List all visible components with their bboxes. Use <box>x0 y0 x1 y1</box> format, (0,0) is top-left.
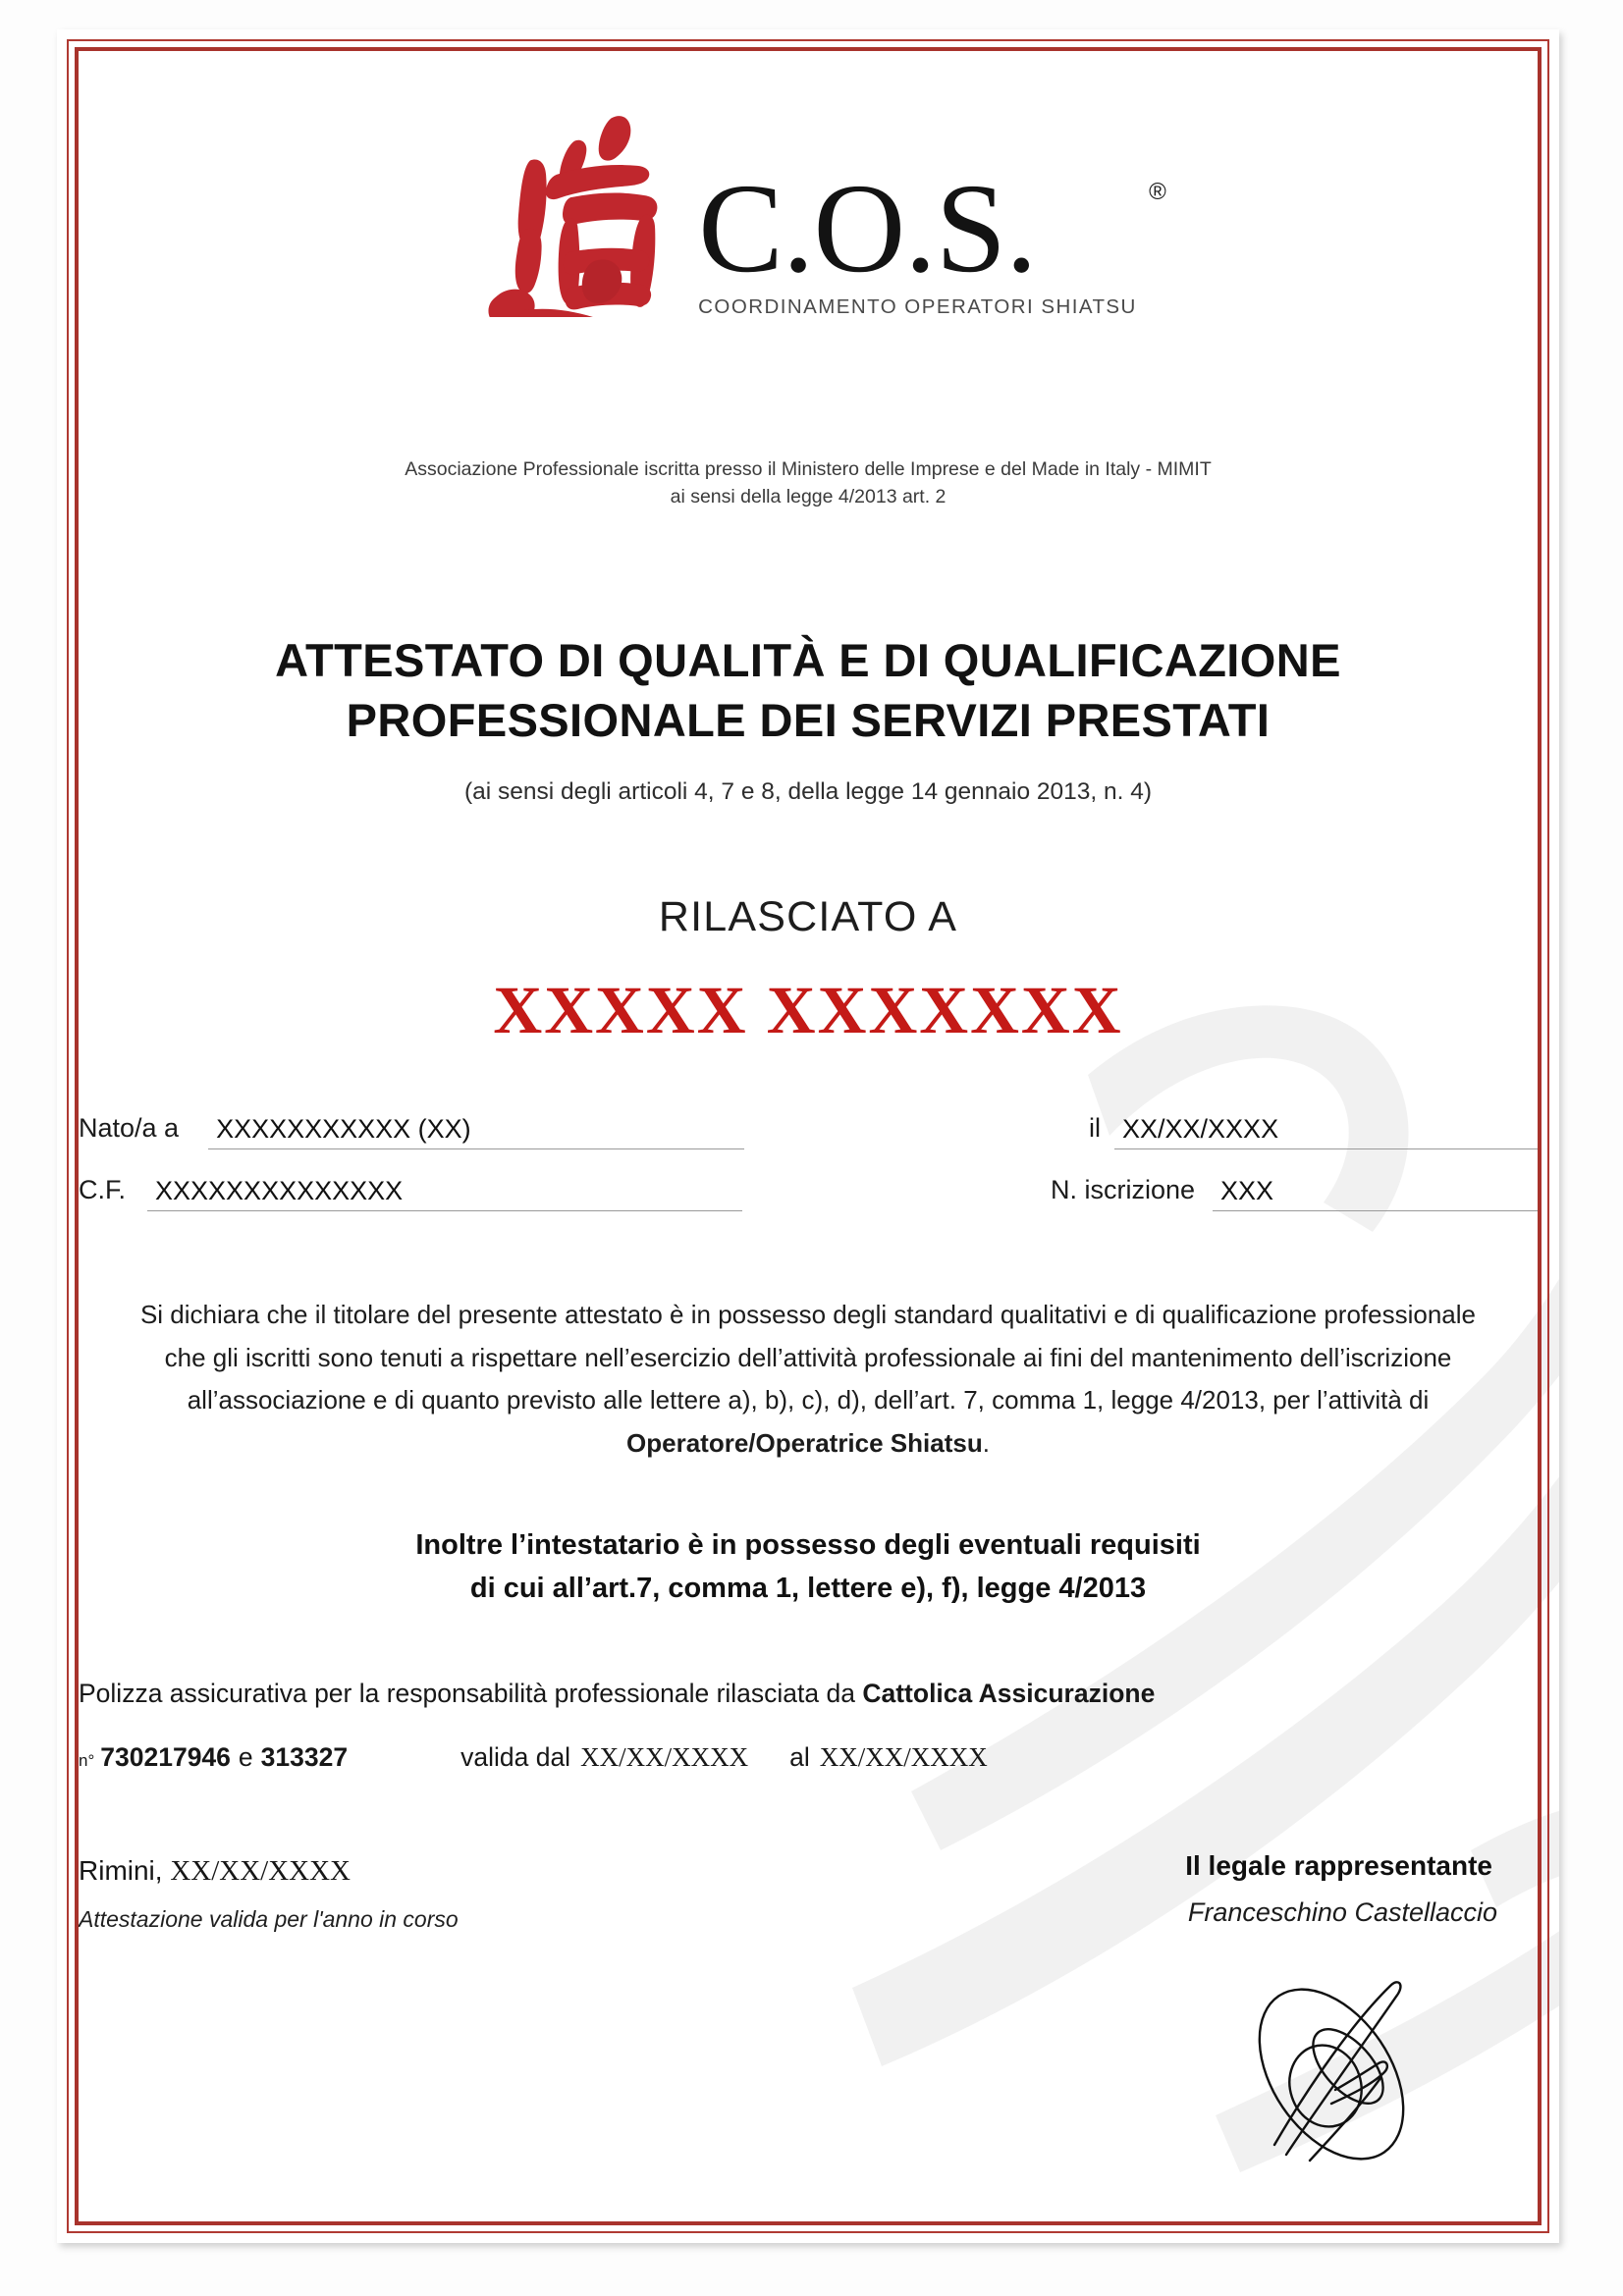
birthdate-label: il <box>1089 1113 1101 1143</box>
declaration-profession: Operatore/Operatrice Shiatsu <box>626 1428 983 1459</box>
association-note-line2: ai sensi della legge 4/2013 art. 2 <box>670 485 947 507</box>
birthplace-label: Nato/a a <box>79 1113 180 1143</box>
declaration-text-part1: Si dichiara che il titolare del presente attestato è in possesso degli standard qualitativi e di qualificazione professionale che gli iscritti sono tenuti a rispettare nell’esercizio dell’attività professionale ai fini del mantenimento dell’iscrizione all’associazione e di quanto previsto alle lettere a), b), c), d), dell’art. 7, comma 1, legge 4/2013, per l’attività di <box>139 1300 1477 1415</box>
birthdate-field[interactable] <box>1089 1113 1538 1149</box>
registration-number-field[interactable] <box>1051 1175 1538 1211</box>
additional-requirements-line2: di cui all’art.7, comma 1, lettere e), f), legge 4/2013 <box>469 1573 1147 1605</box>
insurance-policy-number-1: 730217946 <box>100 1742 231 1772</box>
representative-name: Franceschino Castellaccio <box>1187 1897 1497 1927</box>
insurance-company: Cattolica Assicurazione <box>862 1679 1156 1708</box>
issue-city: Rimini, <box>79 1855 163 1886</box>
insurance-valid-from-value: XX/XX/XXXX <box>580 1742 749 1772</box>
registration-number-label: N. iscrizione <box>1050 1175 1195 1204</box>
org-fullname: COORDINAMENTO OPERATORI SHIATSU <box>698 295 1137 318</box>
declaration-paragraph <box>126 1294 1490 1466</box>
do-kanji-icon <box>479 106 690 317</box>
issue-place-and-date <box>79 1855 351 1888</box>
fiscal-code-value[interactable]: XXXXXXXXXXXXXX <box>147 1176 742 1211</box>
org-acronym: C.O.S. <box>698 158 1037 300</box>
birthplace-value[interactable]: XXXXXXXXXXX (XX) <box>208 1114 744 1149</box>
signature-icon <box>1216 1968 1461 2174</box>
fiscal-code-label: C.F. <box>79 1175 127 1204</box>
birthdate-value[interactable]: XX/XX/XXXX <box>1114 1114 1538 1149</box>
birthplace-field[interactable] <box>79 1113 744 1149</box>
insurance-number-label: n° <box>79 1751 95 1770</box>
insurance-valid-to-label: al <box>789 1742 810 1772</box>
association-note-line1: Associazione Professionale iscritta presso il Ministero delle Imprese e del Made in Italy - MIMIT <box>405 458 1212 480</box>
validity-note: Attestazione valida per l'anno in corso <box>79 1906 459 1932</box>
page-title <box>57 630 1559 750</box>
recipient-name: XXXXX XXXXXXX <box>493 973 1123 1047</box>
association-note <box>57 456 1559 510</box>
insurance-valid-to-value: XX/XX/XXXX <box>819 1742 988 1772</box>
additional-requirements-line1: Inoltre l’intestatario è in possesso degli eventuali requisiti <box>415 1529 1201 1561</box>
insurance-intro <box>79 1679 1542 1709</box>
additional-requirements-block <box>126 1523 1490 1610</box>
page-subtitle: (ai sensi degli articoli 4, 7 e 8, della legge 14 gennaio 2013, n. 4) <box>463 778 1153 805</box>
page-title-line1: ATTESTATO DI QUALITÀ E DI QUALIFICAZIONE <box>275 634 1341 686</box>
insurance-valid-from-label: valida dal <box>460 1742 571 1772</box>
registered-trademark-icon: ® <box>1149 179 1166 206</box>
registration-number-value[interactable]: XXX <box>1213 1176 1538 1211</box>
page-title-line2: PROFESSIONALE DEI SERVIZI PRESTATI <box>346 694 1271 747</box>
recipient-details-form <box>57 1113 1559 1237</box>
representative-title: Il legale rappresentante <box>1185 1850 1492 1881</box>
fiscal-code-field[interactable] <box>79 1175 742 1211</box>
insurance-intro-text: Polizza assicurativa per la responsabilità professionale rilasciata da <box>79 1679 863 1708</box>
issue-date: XX/XX/XXXX <box>170 1855 352 1887</box>
declaration-text-part2: . <box>982 1428 990 1459</box>
organization-logo <box>57 106 1559 323</box>
insurance-details-row <box>79 1742 1542 1773</box>
issued-to-label: RILASCIATO A <box>658 893 958 940</box>
insurance-policy-number-2: 313327 <box>260 1742 349 1772</box>
form-row-birth <box>57 1113 1559 1149</box>
insurance-conjunction: e <box>238 1742 253 1772</box>
form-row-registration <box>57 1175 1559 1211</box>
certificate-sheet <box>57 29 1559 2243</box>
